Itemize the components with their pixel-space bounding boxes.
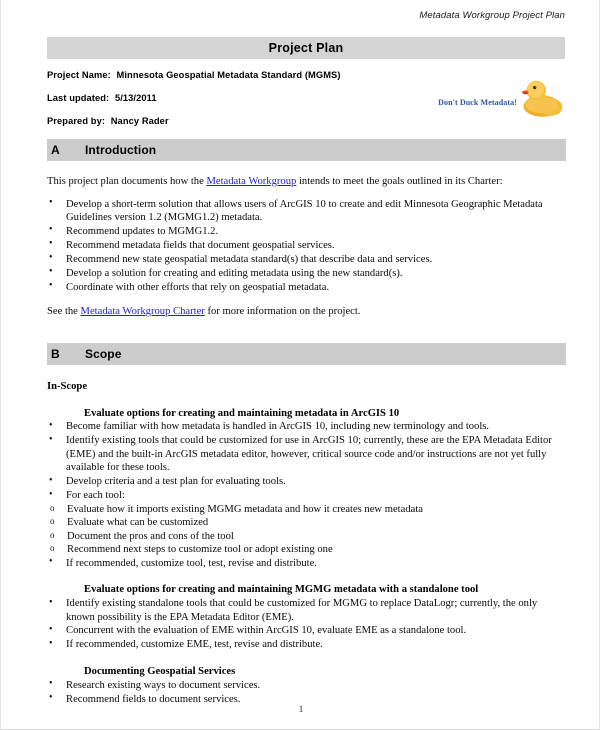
- duck-slogan-text: Don't Duck Metadata!: [438, 98, 517, 107]
- list-item: • Research existing ways to document services.: [47, 679, 565, 692]
- introduction-closing-paragraph: [47, 305, 565, 319]
- page-number: 1: [298, 705, 304, 715]
- list-item: • Identify existing tools that could be customized for use in ArcGIS 10; currently, these are the EPA Metadata Editor (EME) and the built-in ArcGIS metadata editor, however, critical source code and/or instructions are not yet fully available for these tools.: [47, 434, 565, 474]
- project-name-value: Minnesota Geospatial Metadata Standard (MGMS): [116, 70, 341, 80]
- list-item: • Concurrent with the evaluation of EME within ArcGIS 10, evaluate EME as a standalone tool.: [47, 624, 565, 637]
- running-header: Metadata Workgroup Project Plan: [419, 10, 565, 21]
- metadata-workgroup-charter-link[interactable]: Metadata Workgroup Charter: [80, 306, 205, 318]
- list-item: • If recommended, customize tool, test, revise and distribute.: [47, 557, 565, 570]
- list-item: • Recommend updates to MGMG1.2.: [47, 225, 565, 238]
- in-scope-label: In-Scope: [47, 380, 88, 392]
- last-updated-value: 5/13/2011: [114, 93, 157, 103]
- intro-text-before-link: This project plan documents how the: [47, 176, 207, 187]
- list-item: • For each tool:: [47, 489, 565, 502]
- document-metadata-block: [47, 70, 565, 126]
- introduction-goals-list: [47, 198, 565, 295]
- list-item: o Recommend next steps to customize tool or adopt existing one: [47, 543, 565, 556]
- list-item: • Develop a short-term solution that allows users of ArcGIS 10 to create and edit Minnesota Geographic Metadata Guidelines version 1.2 (MGMG1.2) metadata.: [47, 198, 565, 225]
- document-title-band: Project Plan: [47, 37, 565, 59]
- list-item: • Recommend fields to document services.: [47, 693, 565, 706]
- last-updated-label: Last updated:: [47, 93, 110, 103]
- section-letter-a: A: [51, 143, 60, 157]
- section-heading-introduction: [47, 139, 566, 161]
- project-name-label: Project Name:: [47, 70, 111, 80]
- list-item: o Document the pros and cons of the tool: [47, 530, 565, 543]
- section-heading-scope: [47, 343, 566, 365]
- list-item: • If recommended, customize EME, test, revise and distribute.: [47, 638, 565, 651]
- scope-group-heading-standalone: Evaluate options for creating and maintaining MGMG metadata with a standalone tool: [84, 584, 479, 596]
- prepared-by-value: Nancy Rader: [110, 116, 169, 126]
- intro-text-after-link: intends to meet the goals outlined in its Charter:: [296, 176, 503, 187]
- rubber-duck-icon: [519, 74, 567, 122]
- list-item: • Identify existing standalone tools that could be customized for MGMG to replace DataLogr; currently, the only known possibility is the EPA Metadata Editor (EME).: [47, 597, 565, 624]
- scope-group-arcgis-list: [47, 420, 565, 502]
- scope-group-arcgis-trailing-list: [47, 557, 565, 570]
- list-item: • Recommend new state geospatial metadata standard(s) that describe data and services.: [47, 253, 565, 266]
- section-letter-b: B: [51, 346, 60, 361]
- list-item: • Recommend metadata fields that document geospatial services.: [47, 239, 565, 252]
- scope-group-standalone-list: [47, 597, 565, 652]
- list-item: • Develop criteria and a test plan for evaluating tools.: [47, 475, 565, 488]
- section-title-introduction: Introduction: [85, 143, 157, 157]
- scope-group-arcgis-sublist: [47, 503, 565, 557]
- list-item: • Develop a solution for creating and editing metadata using the new standard(s).: [47, 267, 565, 280]
- list-item: o Evaluate how it imports existing MGMG metadata and how it creates new metadata: [47, 503, 565, 516]
- page-content-area: [1, 0, 599, 729]
- prepared-by-label: Prepared by:: [47, 116, 106, 126]
- list-item: o Evaluate what can be customized: [47, 516, 565, 529]
- section-title-scope: Scope: [85, 346, 122, 361]
- scope-group-heading-arcgis: Evaluate options for creating and maintaining metadata in ArcGIS 10: [84, 407, 400, 419]
- metadata-logo: [413, 74, 573, 130]
- scope-group-heading-services: Documenting Geospatial Services: [84, 665, 236, 677]
- scope-group-services-list: [47, 679, 565, 706]
- list-item: • Become familiar with how metadata is handled in ArcGIS 10, including new terminology and tools.: [47, 420, 565, 433]
- list-item: • Coordinate with other efforts that rely on geospatial metadata.: [47, 281, 565, 294]
- closing-text-after-link: for more information on the project.: [204, 306, 361, 318]
- closing-text-before-link: See the: [47, 306, 81, 318]
- metadata-workgroup-link[interactable]: Metadata Workgroup: [206, 176, 297, 187]
- introduction-lead-paragraph: [47, 175, 565, 189]
